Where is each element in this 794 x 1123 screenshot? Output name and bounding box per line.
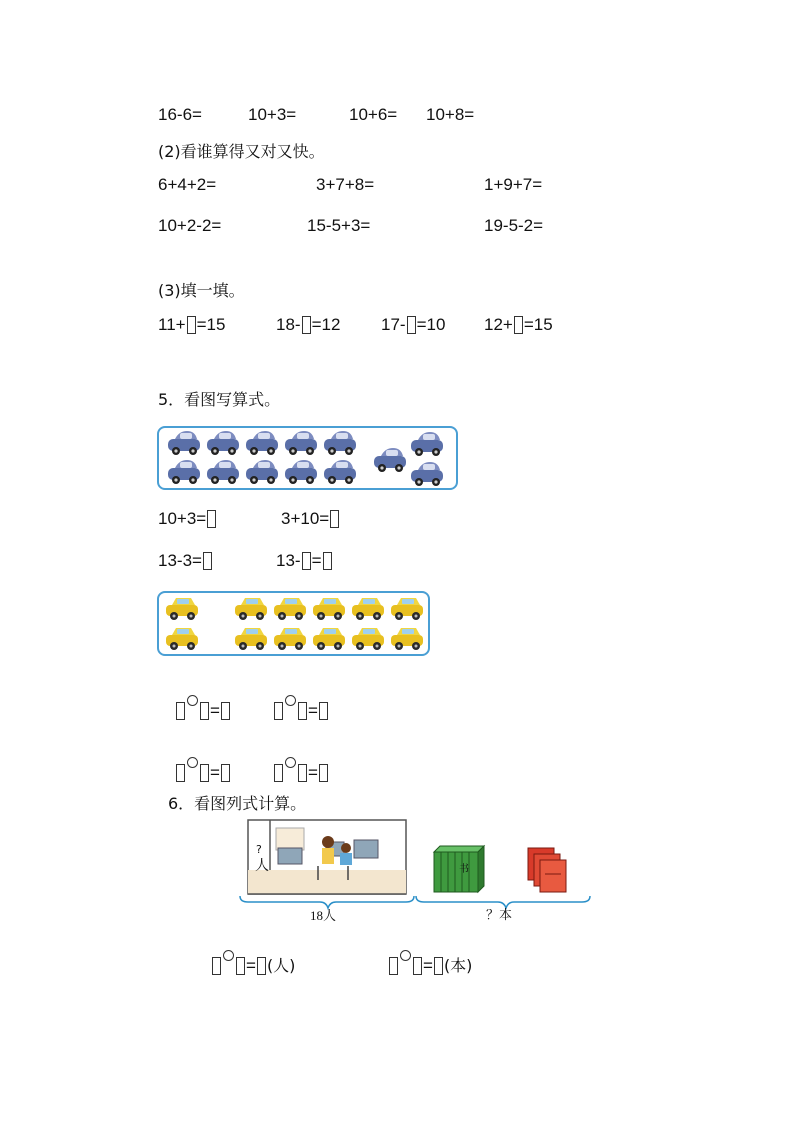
equation: 19-5-2=: [484, 216, 544, 235]
answer-box[interactable]: [302, 552, 311, 570]
answer-box[interactable]: [434, 957, 443, 975]
blue-cars-illustration: [159, 428, 456, 488]
answer-box[interactable]: [302, 316, 311, 334]
equation: 10+8=: [426, 105, 475, 124]
answer-box[interactable]: [200, 702, 209, 720]
equation: 15-5+3=: [307, 216, 371, 235]
equation: 10+6=: [349, 105, 398, 124]
blank-equation: =: [273, 757, 329, 783]
room-unit-label: 人: [255, 858, 269, 874]
operator-circle[interactable]: [187, 695, 198, 706]
answer-box[interactable]: [221, 764, 230, 782]
answer-box[interactable]: [323, 552, 332, 570]
answer-box[interactable]: [212, 957, 221, 975]
answer-box[interactable]: [200, 764, 209, 782]
q6-title: 6．看图列式计算。: [168, 794, 307, 813]
q5-title: 5．看图写算式。: [158, 390, 281, 409]
fill-equation: 13-3=: [158, 551, 213, 571]
yellow-cars-panel: [157, 591, 430, 656]
blank-equation: =: [273, 695, 329, 721]
fill-equation: 13- =: [276, 551, 333, 571]
books-unknown-label: ？本: [486, 908, 513, 923]
fill-equation: 3+10=: [281, 509, 340, 529]
book-spine-label: 书: [459, 864, 469, 875]
answer-box[interactable]: [176, 764, 185, 782]
fill-equation: 17- =10: [381, 315, 446, 334]
operator-circle[interactable]: [400, 950, 411, 961]
answer-box[interactable]: [203, 552, 212, 570]
blank-equation: = (本): [388, 950, 472, 976]
answer-box[interactable]: [298, 702, 307, 720]
answer-box[interactable]: [319, 702, 328, 720]
people-total-label: 18人: [310, 908, 337, 923]
answer-box[interactable]: [319, 764, 328, 782]
answer-box[interactable]: [236, 957, 245, 975]
operator-circle[interactable]: [187, 757, 198, 768]
answer-box[interactable]: [514, 316, 523, 334]
fill-equation: 18- =12: [276, 315, 341, 334]
q3-title: (3)填一填。: [158, 281, 245, 300]
operator-circle[interactable]: [285, 695, 296, 706]
answer-box[interactable]: [407, 316, 416, 334]
room-question-mark: ?: [256, 843, 262, 856]
blue-cars-panel: [157, 426, 458, 490]
operator-circle[interactable]: [285, 757, 296, 768]
answer-box[interactable]: [207, 510, 216, 528]
yellow-cars-illustration: [159, 593, 428, 654]
fill-equation: 10+3=: [158, 509, 217, 529]
blank-equation: =: [175, 757, 231, 783]
operator-circle[interactable]: [223, 950, 234, 961]
answer-box[interactable]: [274, 702, 283, 720]
equation: 10+3=: [248, 105, 297, 124]
answer-box[interactable]: [176, 702, 185, 720]
q6-illustration: [236, 818, 596, 928]
equation: 1+9+7=: [484, 175, 543, 194]
answer-box[interactable]: [274, 764, 283, 782]
answer-box[interactable]: [330, 510, 339, 528]
equation: 6+4+2=: [158, 175, 217, 194]
fill-equation: 11+ =15: [158, 315, 226, 334]
answer-box[interactable]: [187, 316, 196, 334]
answer-box[interactable]: [257, 957, 266, 975]
fill-equation: 12+ =15: [484, 315, 553, 334]
answer-box[interactable]: [221, 702, 230, 720]
equation: 10+2-2=: [158, 216, 222, 235]
answer-box[interactable]: [389, 957, 398, 975]
answer-box[interactable]: [298, 764, 307, 782]
equation: 16-6=: [158, 105, 202, 124]
q2-title: (2)看谁算得又对又快。: [158, 142, 325, 161]
answer-box[interactable]: [413, 957, 422, 975]
classroom-and-books-illustration: [236, 818, 596, 928]
blank-equation: = (人): [211, 950, 295, 976]
equation: 3+7+8=: [316, 175, 375, 194]
blank-equation: =: [175, 695, 231, 721]
